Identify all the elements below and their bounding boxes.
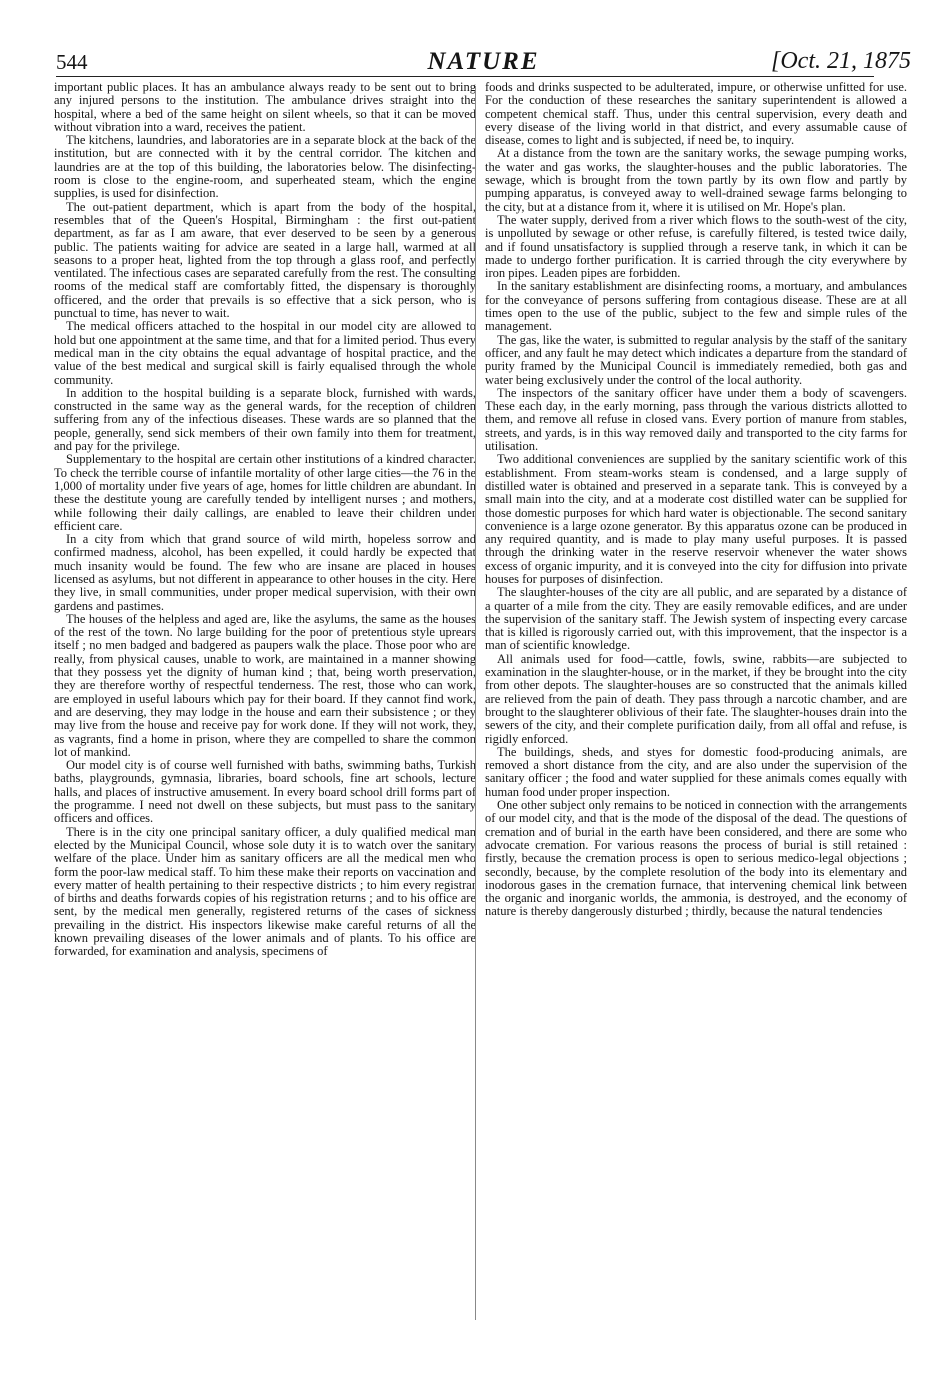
paragraph: foods and drinks suspected to be adulterated, impure, or otherwise unfitted for use. For the conduction of these researches the sanitary superintendent is allowed a competent chemical staff. Thus, under this central supervision, every death and every disease of the living world in that district, and every assumable cause of disease, comes to light and is subjected, if need be, to inquiry.	[485, 80, 907, 148]
paragraph: The medical officers attached to the hospital in our model city are allowed to hold but one appointment at the same time, and that for a limited period. Thus every medical man in the city obtains the equal advantage of hospital practice, and the value of the best medical and surgical skill is fairly equalised through the whole community.	[54, 319, 476, 387]
paragraph: Two additional conveniences are supplied by the sanitary scientific work of this establishment. From steam-works steam is condensed, and a large supply of distilled water is obtained and preserved in a separate tank. This is conveyed by a small main into the city, and at a moderate cost distilled water can be supplied for those domestic purposes for which hard water is objectionable. The second sanitary convenience is a large ozone generator. By this apparatus ozone can be produced in any required quantity, and is made to play many useful purposes. It is passed through the drinking water in the reserve reservoir whenever the water shows excess of organic impurity, and it is conveyed into the city for diffusion into private houses for purposes of disinfection.	[485, 452, 907, 586]
paragraph: At a distance from the town are the sanitary works, the sewage pumping works, the water and gas works, the slaughter-houses and the public laboratories. The sewage, which is brought from the town partly by its own flow and partly by pumping apparatus, is conveyed away to well-drained sewage farms belonging to the city, but at a distance from it, where it is utilised on Mr. Hope's plan.	[485, 146, 907, 214]
paragraph: The houses of the helpless and aged are, like the asylums, the same as the houses of the rest of the town. No large building for the poor of pretentious style uprears itself ; no men badged and badgered as paupers walk the place. Those poor who are really, from physical causes, unable to work, are maintained in a manner showing that they possess yet the dignity of human kind ; that, being worth preservation, they are therefore worthy of respectful tenderness. The rest, those who can work, are employed in useful labours which pay for their board. If they cannot find work, and are deserving, they may lodge in the house and earn their subsistence ; or they may live from the house and receive pay for work done. If they will not work, they, as vagrants, find a home in prison, where they are compelled to share the common lot of mankind.	[54, 611, 476, 759]
paragraph: The slaughter-houses of the city are all public, and are separated by a distance of a quarter of a mile from the city. They are easily removable edifices, and are under the supervision of the sanitary staff. The Jewish system of inspecting every carcase that is killed is rigorously carried out, with this improvement, that the inspector is a man of scientific knowledge.	[485, 585, 907, 653]
paragraph: All animals used for food—cattle, fowls, swine, rabbits—are subjected to examination in the slaughter-house, or in the market, if they be brought into the city from other depots. The slaughter-houses are so constructed that the animals killed are relieved from the pain of death. They pass through a narcotic chamber, and are brought to the slaughterer oblivious of their fate. The slaughter-houses drain into the sewers of the city, and their complete purification daily, from all offal and refuse, is rigidly enforced.	[485, 651, 907, 746]
page-number: 544	[56, 50, 88, 74]
issue-date: [Oct. 21, 1875	[771, 48, 911, 74]
paragraph: Supplementary to the hospital are certain other institutions of a kindred character. To check the terrible course of infantile mortality of other large cities—the 76 in the 1,000 of mortality under five years of age, homes for little children are abundant. In these the destitute young are carefully tended by intelligent nurses ; and mothers, while following their daily callings, are enabled to leave their children under efficient care.	[54, 452, 476, 533]
left-column	[54, 81, 476, 959]
right-column	[485, 81, 907, 919]
paragraph: There is in the city one principal sanitary officer, a duly qualified medical man elected by the Municipal Council, whose sole duty it is to watch over the sanitary welfare of the place. Under him as sanitary officers are all the medical men who form the poor-law medical staff. To him these make their reports on vaccination and every matter of health pertaining to their respective districts ; to him every registrar of births and deaths forwards copies of his registration returns ; and to his office are sent, by the medical men generally, registered returns of the cases of sickness prevailing in the district. His inspectors likewise make careful returns of all the known prevailing diseases of the lower animals and of plants. To his office are forwarded, for examination and analysis, specimens of	[54, 824, 476, 959]
paragraph: The gas, like the water, is submitted to regular analysis by the staff of the sanitary officer, and any fault he may detect which indicates a departure from the standard of purity framed by the Municipal Council is immediately remedied, both gas and water being exclusively under the control of the local authority.	[485, 332, 907, 387]
header-rule	[56, 76, 874, 77]
paragraph: important public places. It has an ambulance always ready to be sent out to bring any injured persons to the institution. The ambulance drives straight into the hospital, where a bed of the same height on silent wheels, so that it can be moved without vibration into a ward, receives the patient.	[54, 80, 476, 134]
paragraph: The inspectors of the sanitary officer have under them a body of scavengers. These each day, in the early morning, pass through the various districts allotted to them, and remove all refuse in closed vans. Every portion of manure from stables, streets, and yards, is in this way removed daily and transported to the city farms for utilisation.	[485, 385, 907, 454]
paragraph: The water supply, derived from a river which flows to the south-west of the city, is unpolluted by sewage or other refuse, is carefully filtered, is tested twice daily, and if found unsatisfactory is supplied through a reserve tank, in which it can be made to undergo forther purification. It is carried through the city everywhere by iron pipes. Leaden pipes are forbidden.	[485, 212, 907, 281]
paragraph: The out-patient department, which is apart from the body of the hospital, resembles that of the Queen's Hospital, Birmingham : the first out-patient department, as far as I am aware, that ever deserved to be seen by a generous public. The patients waiting for advice are seated in a large hall, warmed at all seasons to a proper heat, lighted from the top through a glass roof, and perfectly ventilated. The infectious cases are separated carefully from the rest. The consulting rooms of the medical staff are comfortably fitted, the dispensary is thoroughly officered, and the order that prevails is so effective that a sick person, who is punctual to time, has never to wait.	[54, 199, 476, 321]
column-divider	[475, 86, 476, 1320]
paragraph: The kitchens, laundries, and laboratories are in a separate block at the back of the institution, but are connected with it by the central corridor. The kitchen and laundries are at the top of this building, the laboratories below. The disinfecting-room is close to the engine-room, and superheated steam, which the engine supplies, is used for disinfection.	[54, 133, 476, 201]
paragraph: One other subject only remains to be noticed in connection with the arrangements of our model city, and that is the mode of the disposal of the dead. The questions of cremation and of burial in the earth have been considered, and there are some who advocate cremation. For various reasons the process of burial is still retained : firstly, because the cremation process is open to serious medico-legal objections ; secondly, because, by the complete resolution of the body into its elementary and inodorous gases in the cremation furnace, that intervening chemical link between the organic and inorganic worlds, the ammonia, is destroyed, and the economy of nature is thereby dangerously disturbed ; thirdly, because the natural tendencies	[485, 798, 907, 919]
paragraph: In the sanitary establishment are disinfecting rooms, a mortuary, and ambulances for the conveyance of persons suffering from contagious disease. These are at all times open to the use of the public, subject to the few and simple rules of the management.	[485, 279, 907, 334]
page-header	[56, 44, 911, 80]
journal-title: NATURE	[427, 48, 540, 75]
paragraph: In a city from which that grand source of wild mirth, hopeless sorrow and confirmed madness, alcohol, has been expelled, it could hardly be expected that much insanity would be found. The few who are insane are placed in houses licensed as asylums, but not different in appearance to other houses in the city. Here they live, in small communities, under proper medical supervision, with their own gardens and pastimes.	[54, 532, 476, 613]
paragraph: The buildings, sheds, and styes for domestic food-producing animals, are removed a short distance from the city, and are also under the supervision of the sanitary officer ; the food and water supplied for these animals comes equally with human food under proper inspection.	[485, 744, 907, 799]
paragraph: In addition to the hospital building is a separate block, furnished with wards, constructed in the same way as the general wards, for the reception of children suffering from any of the infectious diseases. These wards are so planned that the people, generally, send sick members of their own family into them for treatment, and pay for the privilege.	[54, 385, 476, 454]
paragraph: Our model city is of course well furnished with baths, swimming baths, Turkish baths, playgrounds, gymnasia, libraries, board schools, fine art schools, lecture halls, and places of instructive amusement. In every board school drill forms part of the programme. I need not dwell on these subjects, but must pass to the sanitary officers and offices.	[54, 758, 476, 826]
